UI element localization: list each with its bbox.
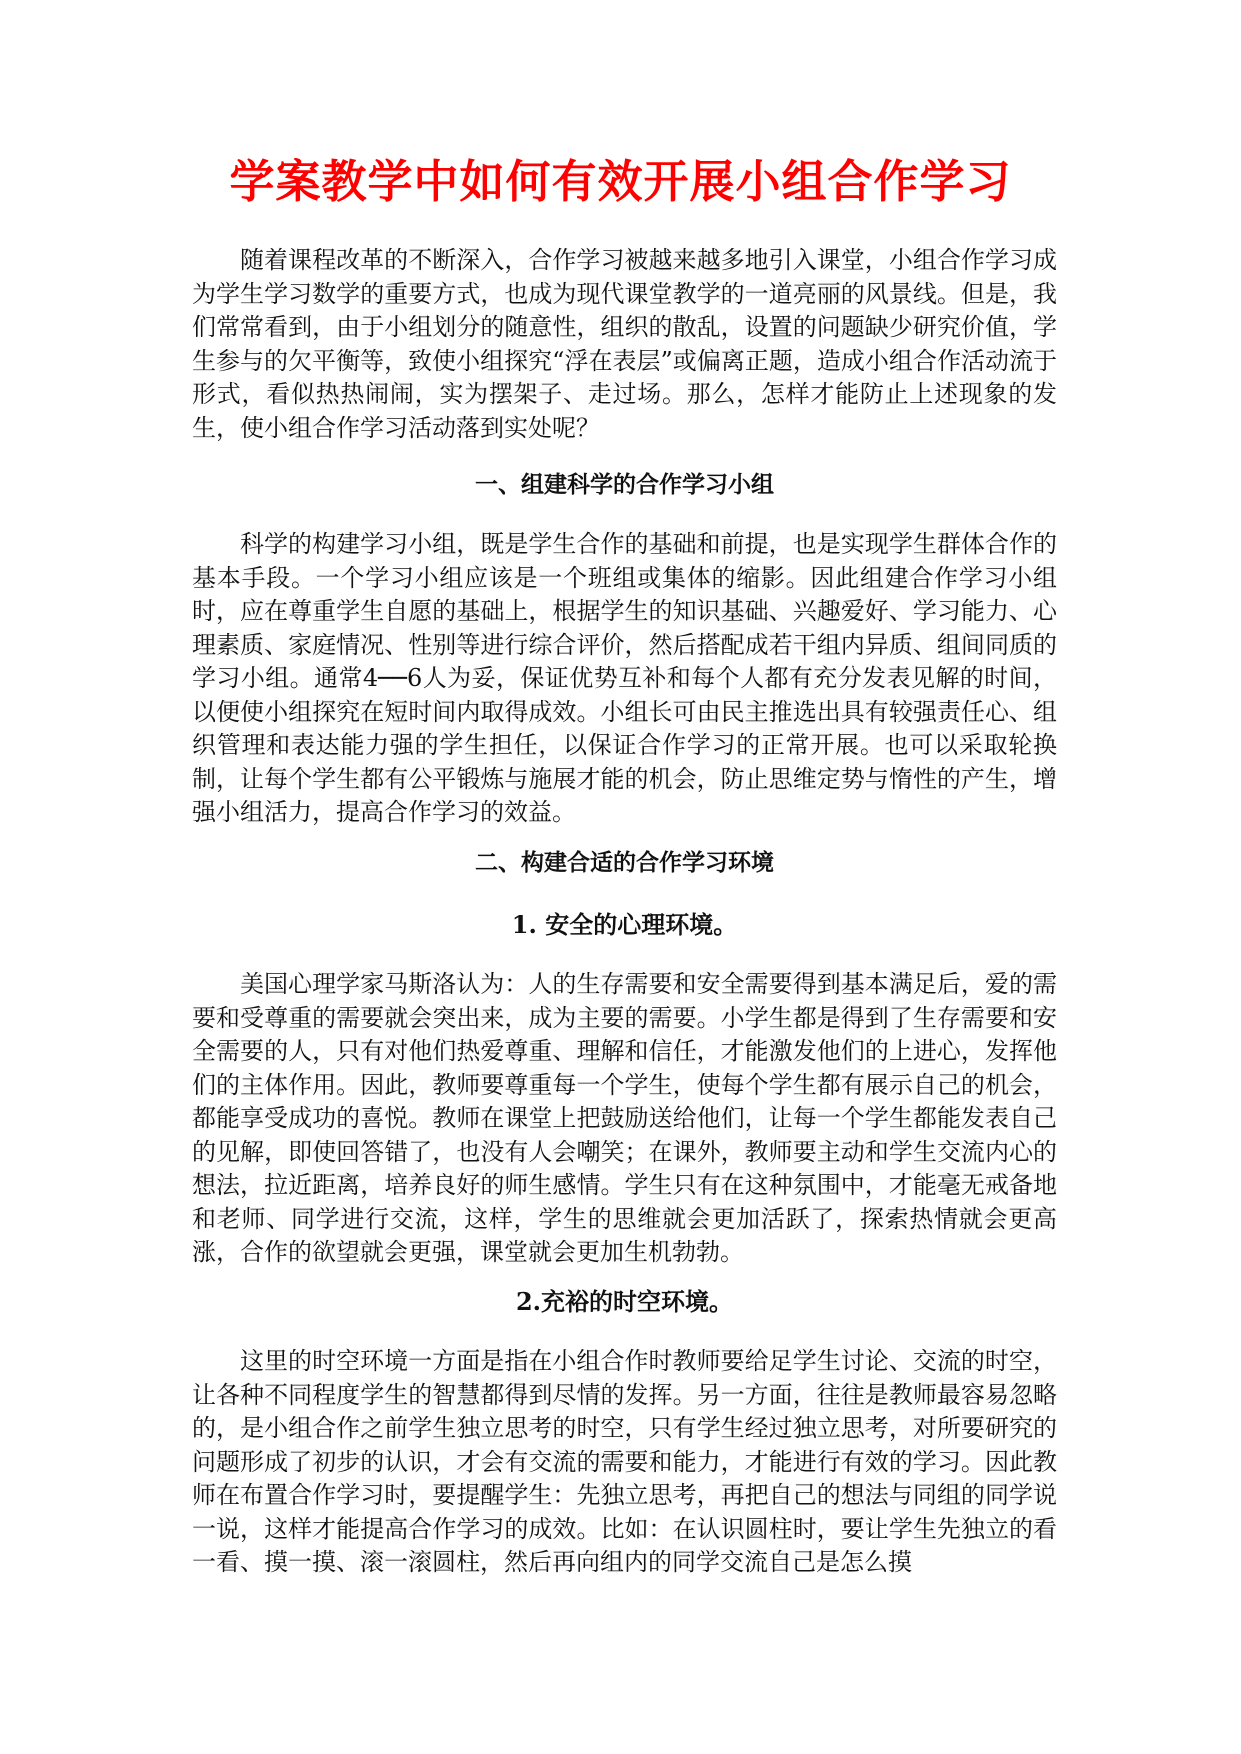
subsection-1-heading: 1. 安全的心理环境。 — [511, 910, 738, 939]
section-2-heading: 二、构建合适的合作学习环境 — [475, 850, 774, 876]
section-1-heading: 一、组建科学的合作学习小组 — [475, 472, 774, 498]
intro-paragraph: 随着课程改革的不断深入，合作学习被越来越多地引入课堂，小组合作学习成为学生学习数学的重要方式，也成为现代课堂教学的一道亮丽的风景线。但是，我们常常看到，由于小组划分的随意性，组织的散乱，设置的问题缺少研究价值，学生参与的欠平衡等，致使小组探究“浮在表层”或偏离正题，造成小组合作活动流于形式，看似热热闹闹，实为摆架子、走过场。那么，怎样才能防止上述现象的发生，使小组合作学习活动落到实处呢？ — [192, 246, 1057, 442]
subsection-2-paragraph: 这里的时空环境一方面是指在小组合作时教师要给足学生讨论、交流的时空，让各种不同程度学生的智慧都得到尽情的发挥。另一方面，往往是教师最容易忽略的，是小组合作之前学生独立思考的时空，只有学生经过独立思考，对所要研究的问题形成了初步的认识，才会有交流的需要和能力，才能进行有效的学习。因此教师在布置合作学习时，要提醒学生：先独立思考，再把自己的想法与同组的同学说一说，这样才能提高合作学习的成效。比如：在认识圆柱时，要让学生先独立的看一看、摸一摸、滚一滚圆柱，然后再向组内的同学交流自己是怎么摸 — [192, 1347, 1057, 1576]
subsection-2-heading: 2.充裕的时空环境。 — [515, 1287, 734, 1316]
section-1-paragraph: 科学的构建学习小组，既是学生合作的基础和前提，也是实现学生群体合作的基本手段。一个学习小组应该是一个班组或集体的缩影。因此组建合作学习小组时，应在尊重学生自愿的基础上，根据学生的知识基础、兴趣爱好、学习能力、心理素质、家庭情况、性别等进行综合评价，然后搭配成若干组内异质、组间同质的学习小组。通常4──6人为妥，保证优势互补和每个人都有充分发表见解的时间，以便使小组探究在短时间内取得成效。小组长可由民主推选出具有较强责任心、组织管理和表达能力强的学生担任，以保证合作学习的正常开展。也可以采取轮换制，让每个学生都有公平锻炼与施展才能的机会，防止思维定势与惰性的产生，增强小组活力，提高合作学习的效益。 — [192, 530, 1057, 826]
subsection-1-paragraph: 美国心理学家马斯洛认为：人的生存需要和安全需要得到基本满足后，爱的需要和受尊重的需要就会突出来，成为主要的需要。小学生都是得到了生存需要和安全需要的人，只有对他们热爱尊重、理解和信任，才能激发他们的上进心，发挥他们的主体作用。因此，教师要尊重每一个学生，使每个学生都有展示自己的机会，都能享受成功的喜悦。教师在课堂上把鼓励送给他们，让每一个学生都能发表自己的见解，即使回答错了，也没有人会嘲笑；在课外，教师要主动和学生交流内心的想法，拉近距离，培养良好的师生感情。学生只有在这种氛围中，才能毫无戒备地和老师、同学进行交流，这样，学生的思维就会更加活跃了，探索热情就会更高涨，合作的欲望就会更强，课堂就会更加生机勃勃。 — [192, 970, 1057, 1266]
document-title: 学案教学中如何有效开展小组合作学习 — [229, 155, 1012, 208]
